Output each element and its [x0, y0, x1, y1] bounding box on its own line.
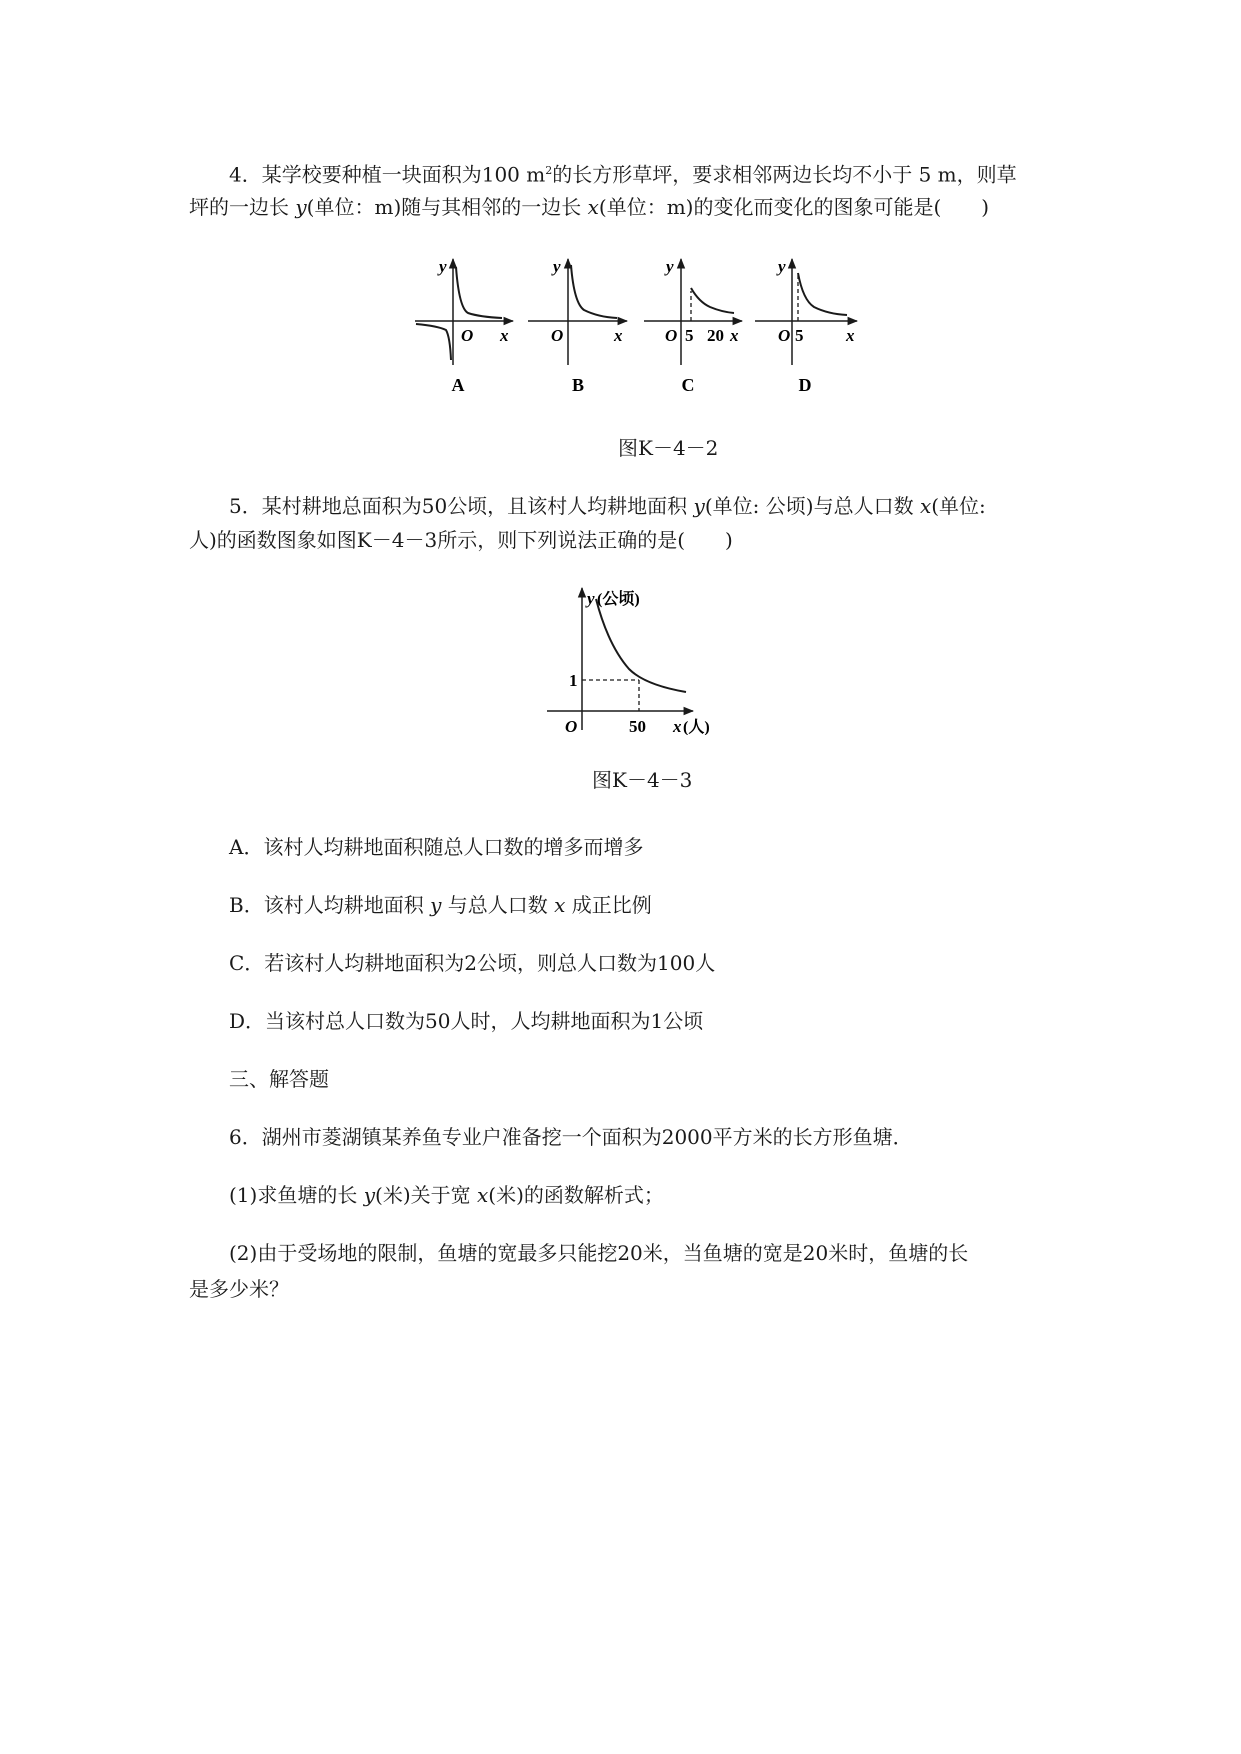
origin-label: O: [778, 326, 791, 345]
x-axis-label-unit: (人): [683, 719, 710, 735]
y-label: y: [439, 257, 447, 276]
variable-y: y: [295, 195, 307, 219]
text: (单位：m)随与其相邻的一边长: [306, 195, 582, 219]
figure-caption: 图K－4－3: [592, 768, 693, 792]
curve-segment: [691, 288, 734, 313]
section-heading: 三、解答题: [229, 1067, 329, 1091]
question-number: 5．: [229, 494, 262, 518]
option-b: [229, 892, 652, 918]
text: 成正比例: [571, 893, 652, 917]
text: 与总人口数: [447, 893, 548, 917]
figure-caption: 图K－4－2: [618, 436, 719, 460]
text: (米)的函数解析式；: [488, 1183, 664, 1207]
text: 50: [421, 494, 448, 518]
text: (米)关于宽: [375, 1183, 471, 1207]
tick-label-20: 20: [707, 326, 724, 345]
graph-c: [644, 257, 742, 395]
variable-y: y: [363, 1183, 376, 1207]
curve-q1: [571, 265, 617, 318]
option-d: D．当该村总人口数为50人时，人均耕地面积为1公顷: [229, 1009, 704, 1033]
question-number: 4．: [229, 162, 262, 187]
option-label-b: B: [571, 375, 585, 395]
x-label: x: [846, 326, 855, 345]
text: 的长方形草坪，要求相邻两边长均不小于: [552, 162, 913, 187]
graph-a: [415, 257, 513, 395]
option-a: A．该村人均耕地面积随总人口数的增多而增多: [229, 835, 644, 859]
q4-line-1: [229, 158, 1017, 188]
tick-label-5: 5: [795, 326, 804, 345]
q6-part-2-line-2: 是多少米？: [189, 1277, 289, 1301]
figure-k-4-3: [545, 585, 730, 735]
curve-segment: [798, 273, 847, 315]
y-label: y: [666, 257, 674, 276]
superscript: 2: [545, 164, 553, 177]
y-axis-label-unit: (公顷): [597, 591, 640, 608]
q6-stem: 6．湖州市菱湖镇某养鱼专业户准备挖一个面积为2000平方米的长方形鱼塘．: [229, 1125, 913, 1149]
graph-d: [755, 257, 857, 395]
tick-label-5: 5: [685, 326, 694, 345]
text: (单位：m)的变化而变化的图象可能是( ): [598, 195, 990, 219]
text: ，则草: [956, 162, 1017, 187]
tick-label-50: 50: [629, 717, 646, 735]
curve-q3: [416, 324, 451, 360]
origin-label: O: [461, 326, 474, 345]
figure-k-4-2: [410, 255, 870, 405]
option-c: C．若该村人均耕地面积为2公顷，则总人口数为100人: [229, 951, 716, 975]
origin-label: O: [565, 717, 578, 735]
x-label: x: [500, 326, 509, 345]
x-axis-label-var: x: [673, 717, 682, 735]
y-axis-label-var: y: [587, 589, 595, 608]
variable-y: y: [693, 494, 705, 518]
q4-line-2: [189, 194, 989, 220]
text: 公顷，且该村人均耕地面积: [447, 494, 688, 518]
variable-x: x: [476, 1183, 489, 1207]
x-label: x: [614, 326, 623, 345]
inverse-curve: [596, 599, 686, 692]
variable-x: x: [919, 494, 932, 518]
option-label-a: A: [451, 375, 465, 395]
q6-part-1: [229, 1182, 664, 1208]
option-label-c: C: [681, 375, 695, 395]
tick-label-1: 1: [569, 671, 578, 690]
q6-part-2-line-1: (2)由于受场地的限制，鱼塘的宽最多只能挖20米，当鱼塘的宽是20米时，鱼塘的长: [229, 1241, 969, 1265]
variable-y: y: [430, 893, 442, 917]
text: (单位:: [704, 494, 760, 518]
text: 5 m: [918, 162, 957, 187]
text: 某学校要种植一块面积为: [261, 162, 482, 187]
text: (单位:: [931, 494, 986, 518]
origin-label: O: [551, 326, 564, 345]
y-label: y: [553, 257, 561, 276]
text: B．该村人均耕地面积: [229, 893, 424, 917]
text: (1)求鱼塘的长: [229, 1183, 358, 1207]
curve-q1: [456, 267, 502, 318]
text: 坪的一边长: [189, 195, 289, 219]
text: 公顷)与总人口数: [765, 494, 914, 518]
text: 某村耕地总面积为: [261, 494, 422, 518]
x-label: x: [730, 326, 739, 345]
text: 100 m: [481, 162, 546, 187]
q5-line-2: 人)的函数图象如图K－4－3所示，则下列说法正确的是( ): [189, 528, 733, 552]
origin-label: O: [665, 326, 678, 345]
option-label-d: D: [798, 375, 812, 395]
y-label: y: [778, 257, 786, 276]
variable-x: x: [554, 893, 566, 917]
q5-line-1: [229, 493, 986, 519]
variable-x: x: [587, 195, 599, 219]
graph-b: [528, 257, 627, 395]
